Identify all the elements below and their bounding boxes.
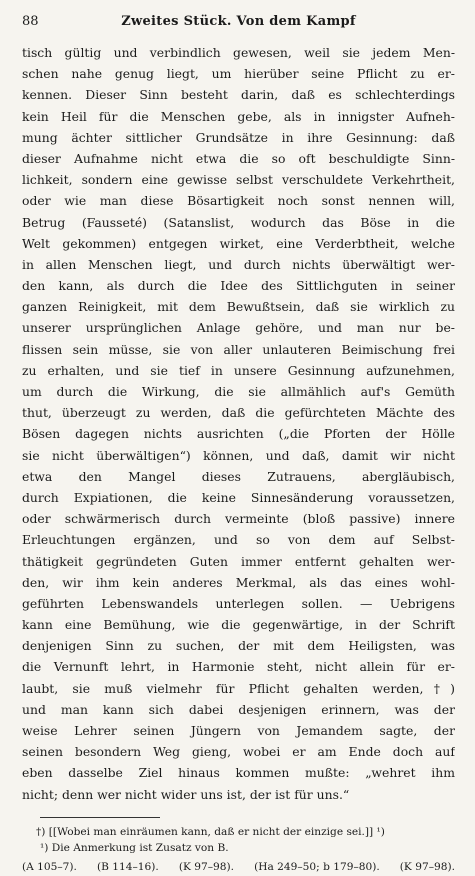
text-line: Welt gekommen) entgegen wirket, eine Verderbtheit, welche [22, 235, 455, 251]
running-title: Zweites Stück. Von dem Kampf [121, 14, 356, 29]
text-line: kann eine Bemühung, wie die gegenwärtige, in der Schrift [22, 617, 455, 633]
text-line: geführten Lebenswandels unterlegen sollen. — Uebrigens [22, 595, 455, 611]
text-line: sie nicht überwältigen“) können, und daß, damit wir nicht [22, 447, 455, 463]
text-line: denjenigen Sinn zu suchen, der mit dem Heiligsten, was [22, 638, 455, 654]
text-line: etwa den Mangel dieses Zutrauens, abergläubisch, [22, 468, 455, 484]
text-line: thut, überzeugt zu werden, daß die gefürchteten Mächte des [22, 405, 455, 421]
text-line: zu erhalten, und sie tief in unsere Gesinnung aufzunehmen, [22, 362, 455, 378]
text-line: unserer ursprünglichen Anlage gehöre, und man nur be- [22, 320, 455, 336]
text-line: Erleuchtungen ergänzen, und so von dem auf Selbst- [22, 532, 455, 548]
text-line: Betrug (Fausseté) (Satanslist, wodurch das Böse in die [22, 214, 455, 230]
body-text [22, 42, 455, 805]
footnote: ¹) Die Anmerkung ist Zusatz von B. [40, 841, 229, 854]
text-line: um durch die Wirkung, die sie allmählich auf's Gemüth [22, 384, 455, 399]
text-line: thätigkeit gegründeten Guten immer entfernt gehalten wer- [22, 553, 455, 569]
page-number: 88 [22, 14, 39, 29]
footnote-divider [40, 817, 160, 818]
edition-reference: (B 114–16). [96, 860, 159, 873]
edition-references [22, 858, 455, 876]
text-line: flissen sein müsse, sie von aller unlauteren Beimischung frei [22, 341, 455, 357]
edition-reference: (Ha 249–50; b 179–80). [254, 860, 380, 873]
text-line: schen nahe genug liegt, um hierüber seine Pflicht zu er- [22, 66, 455, 82]
text-line: weise Lehrer seinen Jüngern von Jemandem sagte, der [22, 723, 455, 738]
edition-reference: (K 97–98). [399, 860, 455, 873]
edition-reference: (A 105–7). [22, 860, 77, 873]
text-line: den, wir ihm kein anderes Merkmal, als das eines wohl- [22, 574, 455, 590]
text-line: Bösen dagegen nichts ausrichten („die Pforten der Hölle [22, 426, 455, 442]
text-line: oder wie man diese Bösartigkeit noch sonst nennen will, [22, 193, 455, 209]
text-line: in allen Menschen liegt, und durch nichts überwältigt wer- [22, 256, 455, 272]
text-line: oder schwärmerisch durch vermeinte (bloß passive) innere [22, 511, 455, 527]
text-line: eben dasselbe Ziel hinaus kommen mußte: „wehret ihm [22, 765, 455, 781]
text-line: kennen. Dieser Sinn besteht darin, daß es schlechterdings [22, 87, 455, 103]
text-line: mung ächter sittlicher Grundsätze in ihre Gesinnung: daß [22, 129, 455, 145]
text-line: durch Expiationen, die keine Sinnesänderung voraussetzen, [22, 489, 455, 505]
edition-reference: (K 97–98). [178, 860, 235, 873]
page [22, 14, 455, 876]
text-line: laubt, sie muß vielmehr für Pflicht gehalten werden,†) [22, 680, 455, 696]
text-line: lichkeit, sondern eine gewisse selbst verschuldete Verkehrtheit, [22, 172, 455, 188]
page-header [22, 14, 455, 36]
text-line: den kann, als durch die Idee des Sittlichguten in seiner [22, 278, 455, 294]
text-line: ganzen Reinigkeit, mit dem Bewußtsein, daß sie wirklich zu [22, 299, 455, 315]
text-line: nicht; denn wer nicht wider uns ist, der ist für uns.“ [22, 786, 350, 802]
footnote: †) [[Wobei man einräumen kann, daß er nicht der einzige sei.]] ¹) [36, 825, 385, 838]
text-line: kein Heil für die Menschen gebe, als in innigster Aufneh- [22, 108, 455, 124]
text-line: die Vernunft lehrt, in Harmonie steht, nicht allein für er- [22, 659, 455, 675]
text-line: seinen besondern Weg gieng, wobei er am Ende doch auf [22, 744, 455, 760]
text-line: dieser Aufnahme nicht etwa die so oft beschuldigte Sinn- [22, 150, 455, 166]
text-line: und man kann sich dabei desjenigen erinnern, was der [22, 701, 455, 717]
text-line: tisch gültig und verbindlich gewesen, weil sie jedem Men- [22, 45, 455, 60]
